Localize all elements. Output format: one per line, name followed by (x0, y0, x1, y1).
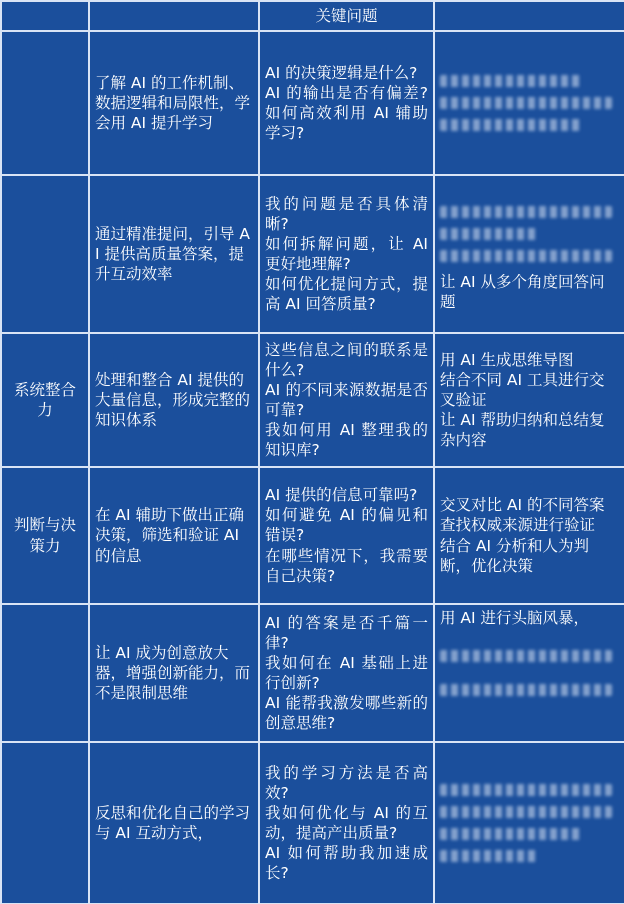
method-line: 结合不同 AI 工具进行交叉验证 (440, 370, 605, 409)
question-line: AI 的不同来源数据是否可靠? (265, 380, 428, 419)
question-line: 如何避免 AI 的偏见和错误? (265, 506, 428, 545)
table-row (1, 31, 624, 175)
methods-cell (434, 467, 624, 604)
question-line: 我的学习方法是否高效? (265, 763, 428, 802)
blurred-text (440, 850, 538, 862)
table-header-row (1, 1, 624, 31)
ability-cell: 判断与决策力 (1, 467, 89, 604)
question-line: AI 能帮我激发哪些新的创意思维? (265, 694, 428, 733)
method-line: 让 AI 帮助归纳和总结复杂内容 (440, 411, 605, 450)
method-line: 用 AI 进行头脑风暴， (440, 609, 590, 627)
question-line: 这些信息之间的联系是什么? (265, 340, 428, 379)
method-line: 交叉对比 AI 的不同答案 (440, 496, 605, 515)
question-line: AI 的答案是否千篇一律? (265, 613, 428, 652)
header-col1 (1, 1, 89, 31)
ability-cell (1, 31, 89, 175)
blurred-text (440, 75, 583, 87)
question-line: 我如何用 AI 整理我的知识库? (265, 421, 428, 460)
questions-cell (259, 467, 434, 604)
questions-cell (259, 742, 434, 904)
goal-cell: 反思和优化自己的学习与 AI 互动方式， (89, 742, 259, 904)
ability-cell: 系统整合力 (1, 333, 89, 467)
question-line: 如何拆解问题，让 AI 更好地理解? (265, 234, 428, 273)
ability-cell (1, 175, 89, 333)
methods-cell (434, 175, 624, 333)
question-line: AI 提供的信息可靠吗? (265, 486, 418, 505)
blurred-text (440, 784, 612, 796)
blurred-text (440, 119, 583, 131)
goal-cell: 让 AI 成为创意放大器，增强创新能力，而不是限制思维 (89, 604, 259, 742)
method-line: 让 AI 从多个角度回答问题 (440, 272, 605, 311)
questions-cell (259, 604, 434, 742)
question-line: AI 如何帮助我加速成长? (265, 844, 428, 883)
method-line: 用 AI 生成思维导图 (440, 350, 574, 369)
table-row (1, 467, 624, 604)
table-row (1, 175, 624, 333)
goal-cell: 了解 AI 的工作机制、数据逻辑和局限性，学会用 AI 提升学习 (89, 31, 259, 175)
blurred-text (440, 650, 612, 662)
methods-cell-blurred (434, 742, 624, 904)
table-row (1, 604, 624, 742)
ability-cell (1, 604, 89, 742)
blurred-text (440, 206, 612, 218)
question-line: 我如何优化与 AI 的互动，提高产出质量? (265, 803, 428, 842)
table-row (1, 742, 624, 904)
blurred-text (440, 250, 612, 262)
goal-cell: 通过精准提问，引导 AI 提供高质量答案，提升互动效率 (89, 175, 259, 333)
question-line: AI 的输出是否有偏差? 如何高效利用 AI 辅助学习? (265, 83, 428, 143)
blurred-text (440, 828, 583, 840)
method-line: 结合 AI 分析和人为判断，优化决策 (440, 536, 590, 575)
methods-cell (434, 333, 624, 467)
table-row (1, 333, 624, 467)
blurred-text (440, 806, 612, 818)
question-line: 我的问题是否具体清晰? (265, 194, 428, 233)
question-line: AI 的决策逻辑是什么? (265, 63, 418, 82)
questions-cell (259, 31, 434, 175)
method-line: 查找权威来源进行验证 (440, 516, 596, 535)
methods-cell-blurred (434, 31, 624, 175)
goal-cell: 在 AI 辅助下做出正确决策，筛选和验证 AI 的信息 (89, 467, 259, 604)
questions-cell (259, 175, 434, 333)
blurred-text (440, 228, 538, 240)
blurred-text (440, 97, 612, 109)
question-line: 在哪些情况下，我需要自己决策? (265, 546, 428, 585)
questions-cell (259, 333, 434, 467)
ability-cell (1, 742, 89, 904)
header-col2 (89, 1, 259, 31)
blurred-text (440, 684, 612, 696)
methods-cell (434, 604, 624, 742)
question-line: 我如何在 AI 基础上进行创新? (265, 653, 428, 692)
header-key-questions: 关键问题 (259, 1, 434, 31)
header-col4 (434, 1, 624, 31)
question-line: 如何优化提问方式，提高 AI 回答质量? (265, 275, 428, 314)
goal-cell: 处理和整合 AI 提供的大量信息，形成完整的知识体系 (89, 333, 259, 467)
